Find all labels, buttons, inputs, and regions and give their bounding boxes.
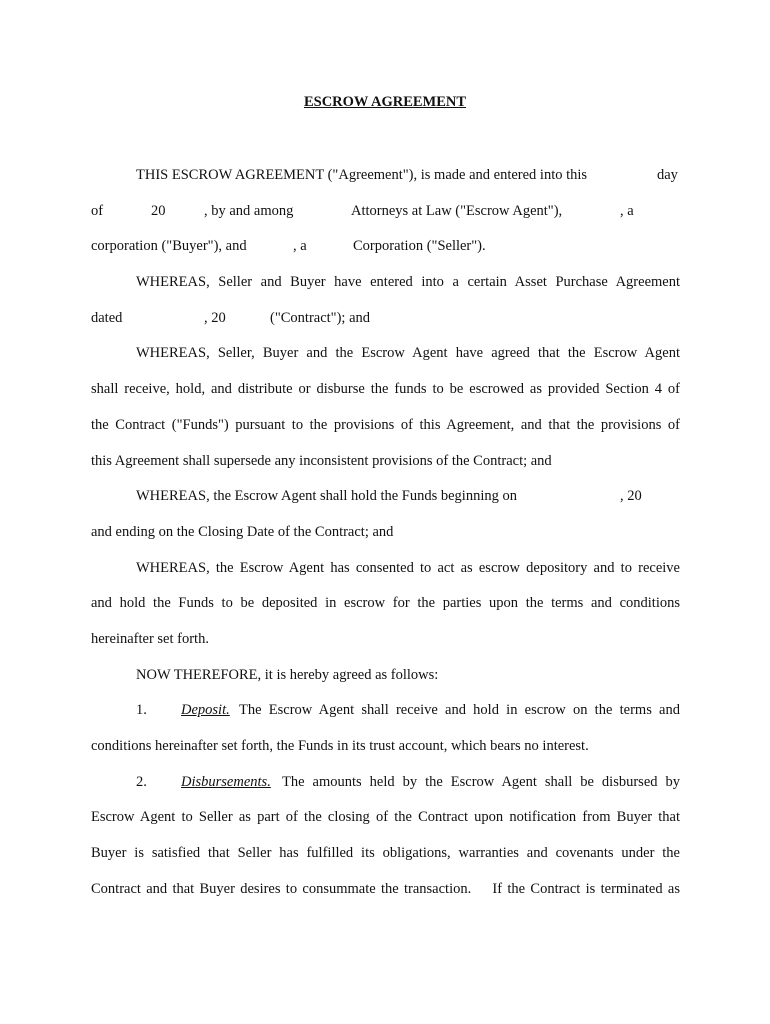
para1-day: day (657, 167, 678, 183)
whereas4-line3: hereinafter set forth. (91, 631, 209, 647)
para1-attorneys: Attorneys at Law ("Escrow Agent"), (351, 203, 563, 219)
section2-line1: The amounts held by the Escrow Agent shall be disbursed by (282, 774, 680, 790)
whereas2-line4: this Agreement shall supersede any inconsistent provisions of the Contract; and (91, 453, 552, 469)
whereas3-line1: WHEREAS, the Escrow Agent shall hold the Funds beginning on (136, 488, 517, 504)
section2-line2: Escrow Agent to Seller as part of the closing of the Contract upon notification from Buyer that (91, 809, 680, 825)
whereas1-contract: ("Contract"); and (270, 310, 371, 326)
para1-of: of (91, 203, 104, 219)
whereas2-line2: shall receive, hold, and distribute or disburse the funds to be escrowed as provided Section 4 of (91, 381, 680, 397)
document-title: ESCROW AGREEMENT (303, 94, 467, 110)
section2-line3: Buyer is satisfied that Seller has fulfilled its obligations, warranties and covenants under the (91, 845, 680, 861)
section2-number: 2. (136, 774, 147, 790)
whereas3-line2: and ending on the Closing Date of the Contract; and (91, 524, 394, 540)
section1-line2: conditions hereinafter set forth, the Funds in its trust account, which bears no interest. (91, 738, 589, 754)
para1-text: THIS ESCROW AGREEMENT ("Agreement"), is made and entered into this (136, 167, 588, 183)
now-therefore: NOW THEREFORE, it is hereby agreed as follows: (136, 667, 439, 683)
whereas1-line1: WHEREAS, Seller and Buyer have entered into a certain Asset Purchase Agreement (136, 274, 680, 290)
whereas4-line1: WHEREAS, the Escrow Agent has consented to act as escrow depository and to receive (136, 560, 680, 576)
para1-a: , a (620, 203, 634, 219)
para1-a2: , a (293, 238, 307, 254)
whereas3-year: , 20 (620, 488, 642, 504)
section1-number: 1. (136, 702, 147, 718)
whereas1-year: , 20 (204, 310, 226, 326)
whereas2-line3: the Contract ("Funds") pursuant to the provisions of this Agreement, and that the provisions of (91, 417, 680, 433)
para1-seller: Corporation ("Seller"). (353, 238, 486, 254)
whereas4-line2: and hold the Funds to be deposited in escrow for the parties upon the terms and conditions (91, 595, 680, 611)
para1-corporation-buyer: corporation ("Buyer"), and (91, 238, 247, 254)
section2-line4: Contract and that Buyer desires to consummate the transaction. If the Contract is terminated as (91, 881, 680, 897)
whereas1-dated: dated (91, 310, 123, 326)
para1-year: 20 (151, 203, 166, 219)
section2-heading: Disbursements. (181, 774, 271, 790)
para1-by-among: , by and among (204, 203, 294, 219)
section1-line1: The Escrow Agent shall receive and hold in escrow on the terms and (239, 702, 680, 718)
section1-heading: Deposit. (181, 702, 230, 718)
whereas2-line1: WHEREAS, Seller, Buyer and the Escrow Agent have agreed that the Escrow Agent (136, 345, 680, 361)
